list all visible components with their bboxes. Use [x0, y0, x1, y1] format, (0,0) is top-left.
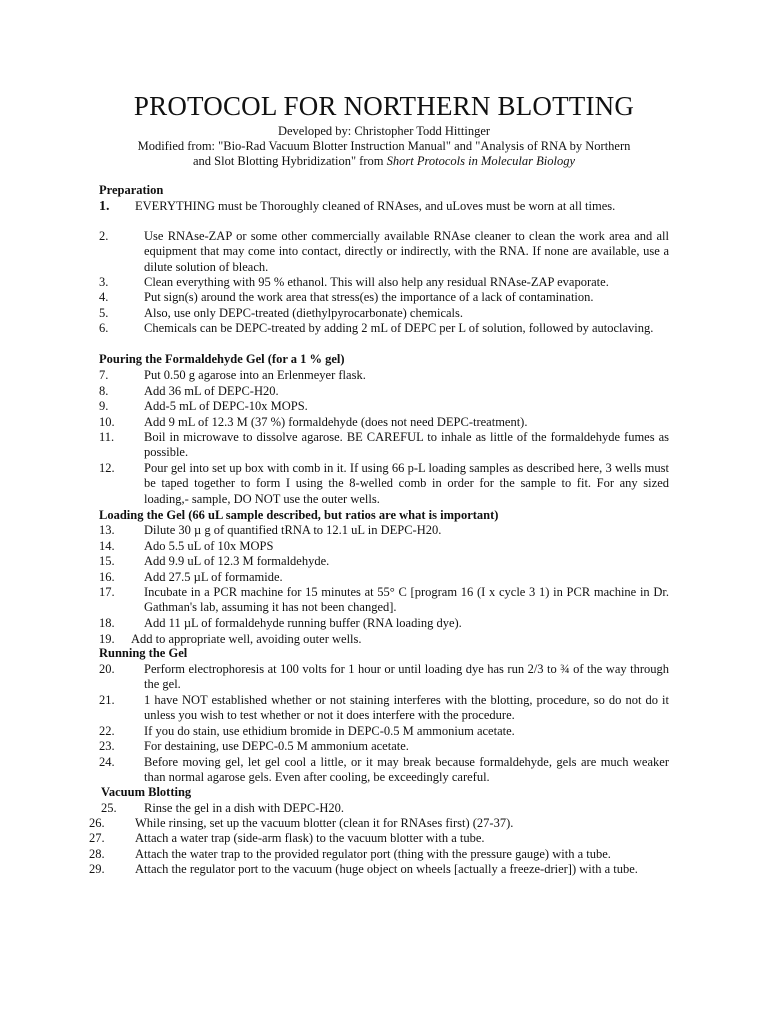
list-item [99, 539, 669, 554]
list-item [99, 321, 669, 336]
item-number: 25. [101, 801, 117, 815]
list-item [99, 616, 669, 631]
item-text: If you do stain, use ethidium bromide in DEPC-0.5 M ammonium acetate. [144, 724, 515, 738]
list-item [99, 415, 669, 430]
document-title: PROTOCOL FOR NORTHERN BLOTTING [133, 91, 635, 121]
section-heading-vacuum: Vacuum Blotting [101, 785, 192, 799]
section-heading-loading: Loading the Gel (66 uL sample described, but ratios are what is important) [99, 508, 499, 522]
item-number: 12. [99, 461, 115, 475]
item-number: 5. [99, 306, 109, 320]
item-text: EVERYTHING must be Thoroughly cleaned of RNAses, and uLoves must be worn at all times. [135, 199, 616, 213]
list-item [99, 523, 669, 538]
list-item [99, 430, 669, 461]
list-item [99, 554, 669, 569]
list-item [99, 199, 669, 214]
item-number: 9. [99, 399, 109, 413]
list-item [99, 755, 669, 786]
item-text: Add to appropriate well, avoiding outer wells. [131, 632, 362, 646]
item-text: Boil in microwave to dissolve agarose. BE CAREFUL to inhale as little of the formaldehyde fumes as possible. [144, 430, 669, 460]
item-text: Clean everything with 95 % ethanol. This will also help any residual RNAse-ZAP evaporate. [144, 275, 609, 289]
item-number: 29. [89, 862, 105, 876]
item-text: Attach the regulator port to the vacuum (huge object on wheels [actually a freeze-drier]) with a tube. [135, 862, 638, 876]
list-item [99, 570, 669, 585]
item-text: For destaining, use DEPC-0.5 M ammonium acetate. [144, 739, 409, 753]
item-number: 11. [99, 430, 115, 444]
source-line-2 [0, 154, 768, 169]
item-text: Use RNAse-ZAP or some other commercially available RNAse cleaner to clean the work area and all equipment that may come into contact, directly or indirectly, with the RNA. If none are available, use a dilute solution of bleach. [144, 229, 669, 274]
list-item [99, 739, 669, 754]
list-item [99, 399, 669, 414]
source-book-title: Short Protocols in Molecular Biology [386, 154, 576, 168]
item-number: 26. [89, 816, 105, 830]
item-text: Add 11 µL of formaldehyde running buffer (RNA loading dye). [144, 616, 462, 630]
item-number: 7. [99, 368, 109, 382]
item-text: Perform electrophoresis at 100 volts for 1 hour or until loading dye has run 2/3 to ¾ of the way through the gel. [144, 662, 669, 692]
list-item [99, 662, 669, 693]
list-item [99, 229, 669, 275]
section-heading-pouring: Pouring the Formaldehyde Gel (for a 1 % gel) [99, 352, 345, 366]
list-item [89, 847, 669, 862]
item-text: Dilute 30 µ g of quantified tRNA to 12.1 uL in DEPC-H20. [144, 523, 442, 537]
list-item [99, 585, 669, 616]
item-number: 13. [99, 523, 115, 537]
list-item [99, 384, 669, 399]
source-line-1: Modified from: "Bio-Rad Vacuum Blotter Instruction Manual" and "Analysis of RNA by Northern [137, 139, 631, 153]
list-item [89, 862, 669, 877]
list-item [99, 306, 669, 321]
item-text: Before moving gel, let gel cool a little, or it may break because formaldehyde, gels are much weaker than normal agarose gels. Even after cooling, be exceedingly careful. [144, 755, 669, 785]
item-number: 17. [99, 585, 115, 599]
list-item [99, 275, 669, 290]
item-number: 16. [99, 570, 115, 584]
item-number: 24. [99, 755, 115, 769]
item-text: Add 9 mL of 12.3 M (37 %) formaldehyde (does not need DEPC-treatment). [144, 415, 528, 429]
section-heading-running: Running the Gel [99, 646, 188, 660]
item-text: Incubate in a PCR machine for 15 minutes at 55° C [program 16 (I x cycle 3 1) in PCR machine in Dr. Gathman's lab, assuming it has not been changed]. [144, 585, 669, 615]
item-number: 15. [99, 554, 115, 568]
list-item [101, 801, 669, 816]
item-number: 28. [89, 847, 105, 861]
item-text: While rinsing, set up the vacuum blotter (clean it for RNAses first) (27-37). [135, 816, 514, 830]
item-number: 14. [99, 539, 115, 553]
list-item [99, 724, 669, 739]
item-text: Chemicals can be DEPC-treated by adding 2 mL of DEPC per L of solution, followed by autoclaving. [144, 321, 654, 335]
list-item [99, 461, 669, 507]
item-number: 19. [99, 632, 115, 646]
item-number: 20. [99, 662, 115, 676]
item-text: Ado 5.5 uL of 10x MOPS [144, 539, 274, 553]
item-text: 1 have NOT established whether or not staining interferes with the blotting, procedure, so do not do it unless you wish to test whether or not it does interfere with the procedure. [144, 693, 669, 723]
item-number: 23. [99, 739, 115, 753]
list-item [99, 368, 669, 383]
item-text: Also, use only DEPC-treated (diethylpyrocarbonate) chemicals. [144, 306, 464, 320]
item-text: Add 36 mL of DEPC-H20. [144, 384, 279, 398]
item-text: Put sign(s) around the work area that stress(es) the importance of a lack of contamination. [144, 290, 594, 304]
item-number: 27. [89, 831, 105, 845]
list-item [99, 290, 669, 305]
item-text: Rinse the gel in a dish with DEPC-H20. [144, 801, 344, 815]
item-number: 18. [99, 616, 115, 630]
item-number: 10. [99, 415, 115, 429]
item-number: 4. [99, 290, 109, 304]
item-text: Attach a water trap (side-arm flask) to the vacuum blotter with a tube. [135, 831, 485, 845]
item-number: 3. [99, 275, 109, 289]
list-item [89, 816, 669, 831]
item-number: 6. [99, 321, 109, 335]
author-line: Developed by: Christopher Todd Hittinger [277, 124, 491, 138]
item-text: Add 9.9 uL of 12.3 M formaldehyde. [144, 554, 330, 568]
item-text: Pour gel into set up box with comb in it. If using 66 p-L loading samples as described here, 3 wells must be taped together to form I using the 8-welled comb in order for the sample to fit. For any sized loading,- sample, DO NOT use the outer wells. [144, 461, 669, 506]
source-line-2-text: and Slot Blotting Hybridization" from [192, 154, 387, 168]
item-number: 1. [99, 199, 110, 214]
item-text: Add 27.5 µL of formamide. [144, 570, 283, 584]
item-number: 2. [99, 229, 109, 243]
item-number: 8. [99, 384, 109, 398]
item-text: Add-5 mL of DEPC-10x MOPS. [144, 399, 308, 413]
item-text: Put 0.50 g agarose into an Erlenmeyer flask. [144, 368, 366, 382]
list-item [89, 831, 669, 846]
item-text: Attach the water trap to the provided regulator port (thing with the pressure gauge) with a tube. [135, 847, 611, 861]
item-number: 22. [99, 724, 115, 738]
list-item [99, 693, 669, 724]
section-heading-preparation: Preparation [99, 183, 164, 197]
item-number: 21. [99, 693, 115, 707]
